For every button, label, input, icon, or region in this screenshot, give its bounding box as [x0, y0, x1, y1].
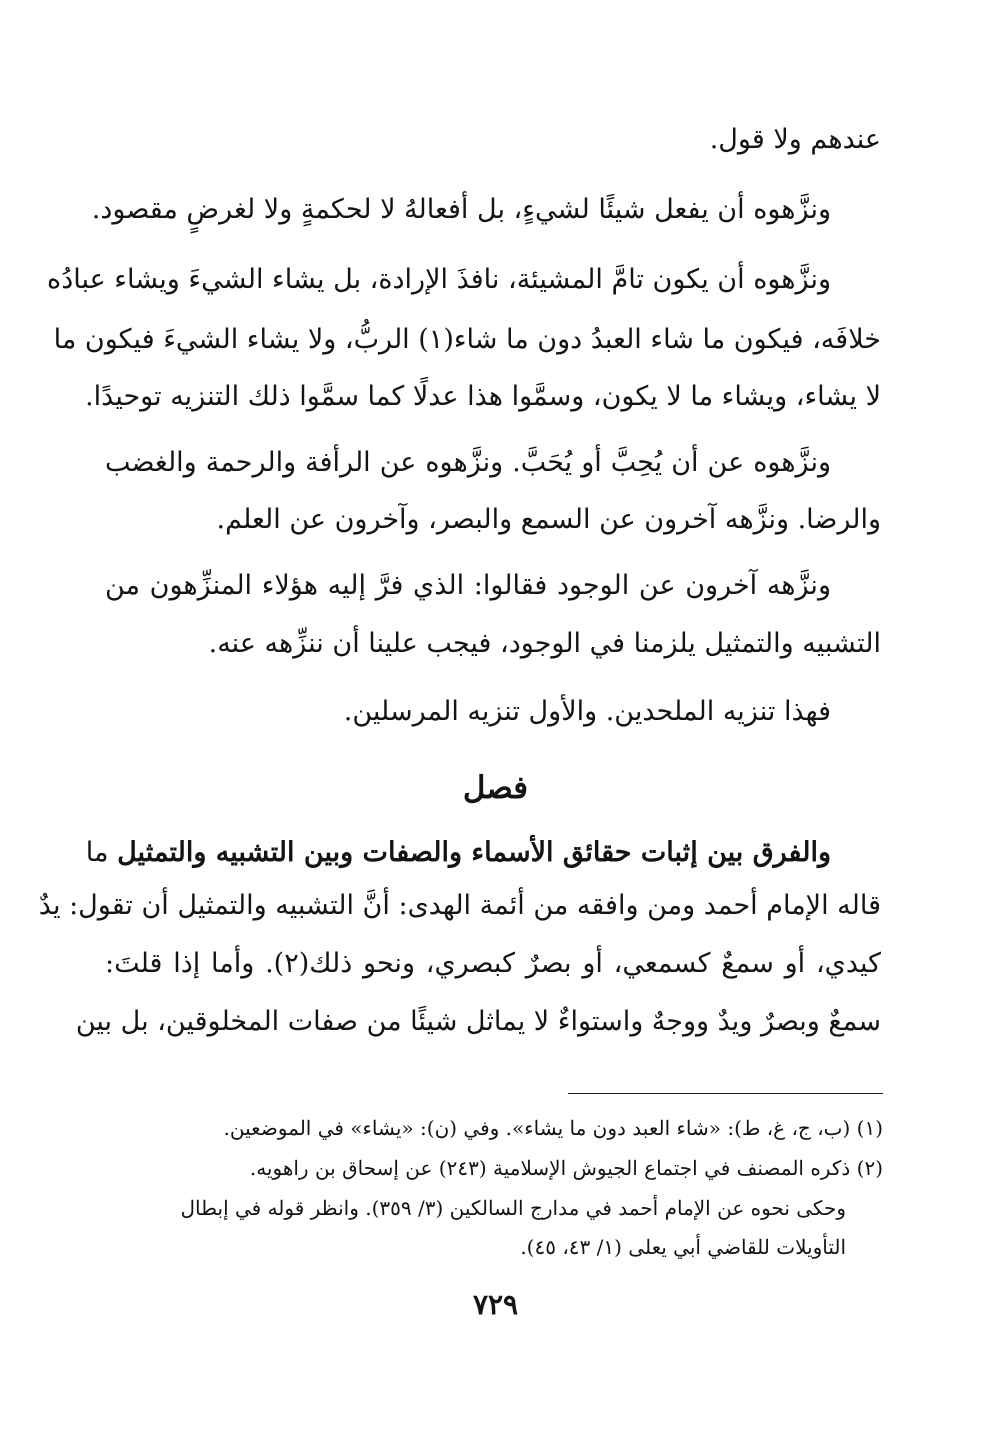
section-line-1	[85, 833, 831, 873]
body-line-3: ونزَّهوه أن يكون تامَّ المشيئة، نافذَ الإرادة، بل يشاء الشيءَ ويشاء عبادُه	[47, 264, 831, 295]
footnote-2-cont-1: وحكى نحوه عن الإمام أحمد في مدارج السالكين (٣/ ٣٥٩). وانظر قوله في إبطال	[180, 1196, 846, 1220]
section-line-4: سمعٌ وبصرٌ ويدٌ ووجهٌ واستواءٌ لا يماثل شيئًا من صفات المخلوقين، بل بين	[75, 1006, 881, 1037]
body-line-4: خلافَه، فيكون ما شاء العبدُ دون ما شاء(١) الربُّ، ولا يشاء الشيءَ فيكون ما	[53, 324, 881, 355]
footnote-2-cont-2: التأويلات للقاضي أبي يعلى (١/ ٤٣، ٤٥).	[520, 1235, 846, 1259]
section-line-2: قاله الإمام أحمد ومن وافقه من أئمة الهدى: أنَّ التشبيه والتمثيل أن تقول: يدٌ	[38, 890, 881, 921]
footnote-separator	[568, 1093, 883, 1094]
body-line-9: التشبيه والتمثيل يلزمنا في الوجود، فيجب علينا أن ننزِّهه عنه.	[208, 628, 881, 659]
section-line-3: كيدي، أو سمعٌ كسمعي، أو بصرٌ كبصري، ونحو ذلك(٢). وأما إذا قلتَ:	[105, 948, 881, 979]
section-heading: فصل	[462, 770, 529, 806]
body-line-10: فهذا تنزيه الملحدين. والأول تنزيه المرسلين.	[343, 696, 831, 727]
footnote-2: (٢) ذكره المصنف في اجتماع الجيوش الإسلامية (٢٤٣) عن إسحاق بن راهويه.	[249, 1156, 883, 1180]
body-line-2: ونزَّهوه أن يفعل شيئًا لشيءٍ، بل أفعالهُ لا لحكمةٍ ولا لغرضٍ مقصود.	[91, 194, 831, 225]
section-lead-text: والفرق بين إثبات حقائق الأسماء والصفات وبين التشبيه والتمثيل	[117, 837, 831, 868]
body-line-1: عندهم ولا قول.	[709, 124, 881, 155]
body-line-8: ونزَّهه آخرون عن الوجود فقالوا: الذي فرَّ إليه هؤلاء المنزِّهون من	[105, 570, 831, 601]
section-line-1-tail: ما	[85, 837, 109, 868]
footnote-1: (١) (ب، ج، غ، ط): «شاء العبد دون ما يشاء». وفي (ن): «يشاء» في الموضعين.	[223, 1116, 883, 1140]
page-number: ٧٢٩	[472, 1288, 519, 1321]
body-line-5: لا يشاء، ويشاء ما لا يكون، وسمَّوا هذا عدلًا كما سمَّوا ذلك التنزيه توحيدًا.	[85, 381, 881, 412]
body-line-7: والرضا. ونزَّهه آخرون عن السمع والبصر، وآخرون عن العلم.	[216, 504, 881, 535]
body-line-6: ونزَّهوه عن أن يُحِبَّ أو يُحَبَّ. ونزَّهوه عن الرأفة والرحمة والغضب	[105, 447, 831, 478]
